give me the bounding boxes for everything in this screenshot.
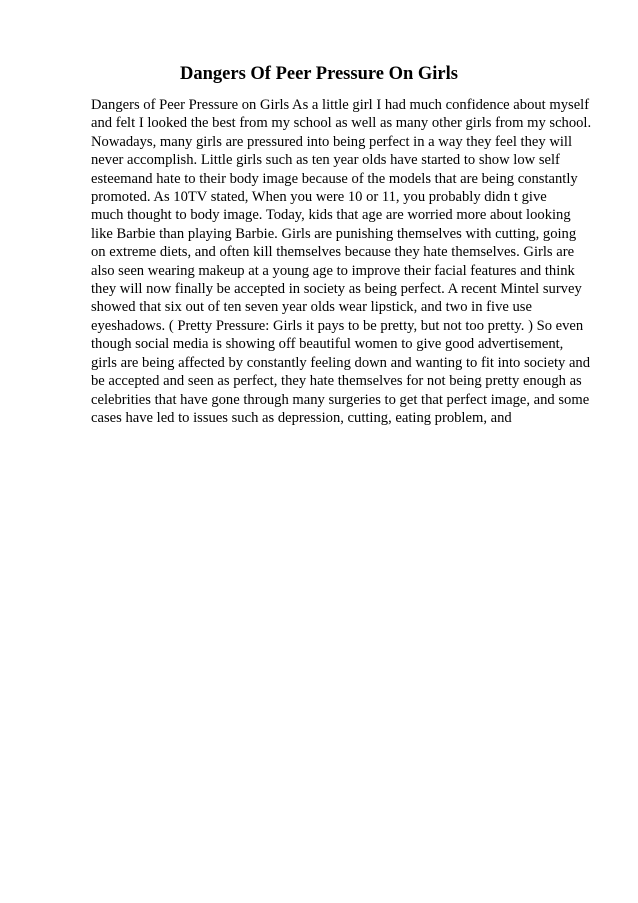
- body-line-14: though social media is showing off beautiful women to give good advertisement,: [91, 336, 564, 353]
- body-line-10: also seen wearing makeup at a young age to improve their facial features and think: [91, 262, 575, 279]
- body-line-5: esteemand hate to their body image because of the models that are being constantly: [91, 170, 578, 187]
- body-line-8: like Barbie than playing Barbie. Girls are punishing themselves with cutting, going: [91, 225, 577, 242]
- body-line-18: cases have led to issues such as depression, cutting, eating problem, and: [91, 409, 512, 426]
- body-line-12: showed that six out of ten seven year olds wear lipstick, and two in five use: [91, 299, 532, 316]
- body-line-13: eyeshadows. ( Pretty Pressure: Girls it pays to be pretty, but not too pretty. ) So even: [91, 317, 584, 334]
- body-line-11: they will now finally be accepted in society as being perfect. A recent Mintel survey: [91, 281, 582, 298]
- document-body: [91, 96, 592, 427]
- body-line-16: be accepted and seen as perfect, they hate themselves for not being pretty enough as: [91, 373, 582, 390]
- body-line-3: Nowadays, many girls are pressured into being perfect in a way they feel they will: [91, 133, 573, 150]
- body-line-2: and felt I looked the best from my school as well as many other girls from my school.: [91, 115, 592, 132]
- body-line-1: Dangers of Peer Pressure on Girls As a little girl I had much confidence about myself: [91, 97, 590, 113]
- body-line-6: promoted. As 10TV stated, When you were 10 or 11, you probably didn t give: [91, 189, 547, 206]
- document-title: Dangers Of Peer Pressure On Girls: [180, 64, 458, 84]
- body-line-9: on extreme diets, and often kill themselves because they hate themselves. Girls are: [91, 244, 575, 261]
- body-line-4: never accomplish. Little girls such as ten year olds have started to show low self: [91, 152, 560, 169]
- body-line-7: much thought to body image. Today, kids that age are worried more about looking: [91, 207, 571, 224]
- body-line-15: girls are being affected by constantly feeling down and wanting to fit into society and: [91, 354, 591, 371]
- body-line-17: celebrities that have gone through many surgeries to get that perfect image, and some: [91, 391, 590, 408]
